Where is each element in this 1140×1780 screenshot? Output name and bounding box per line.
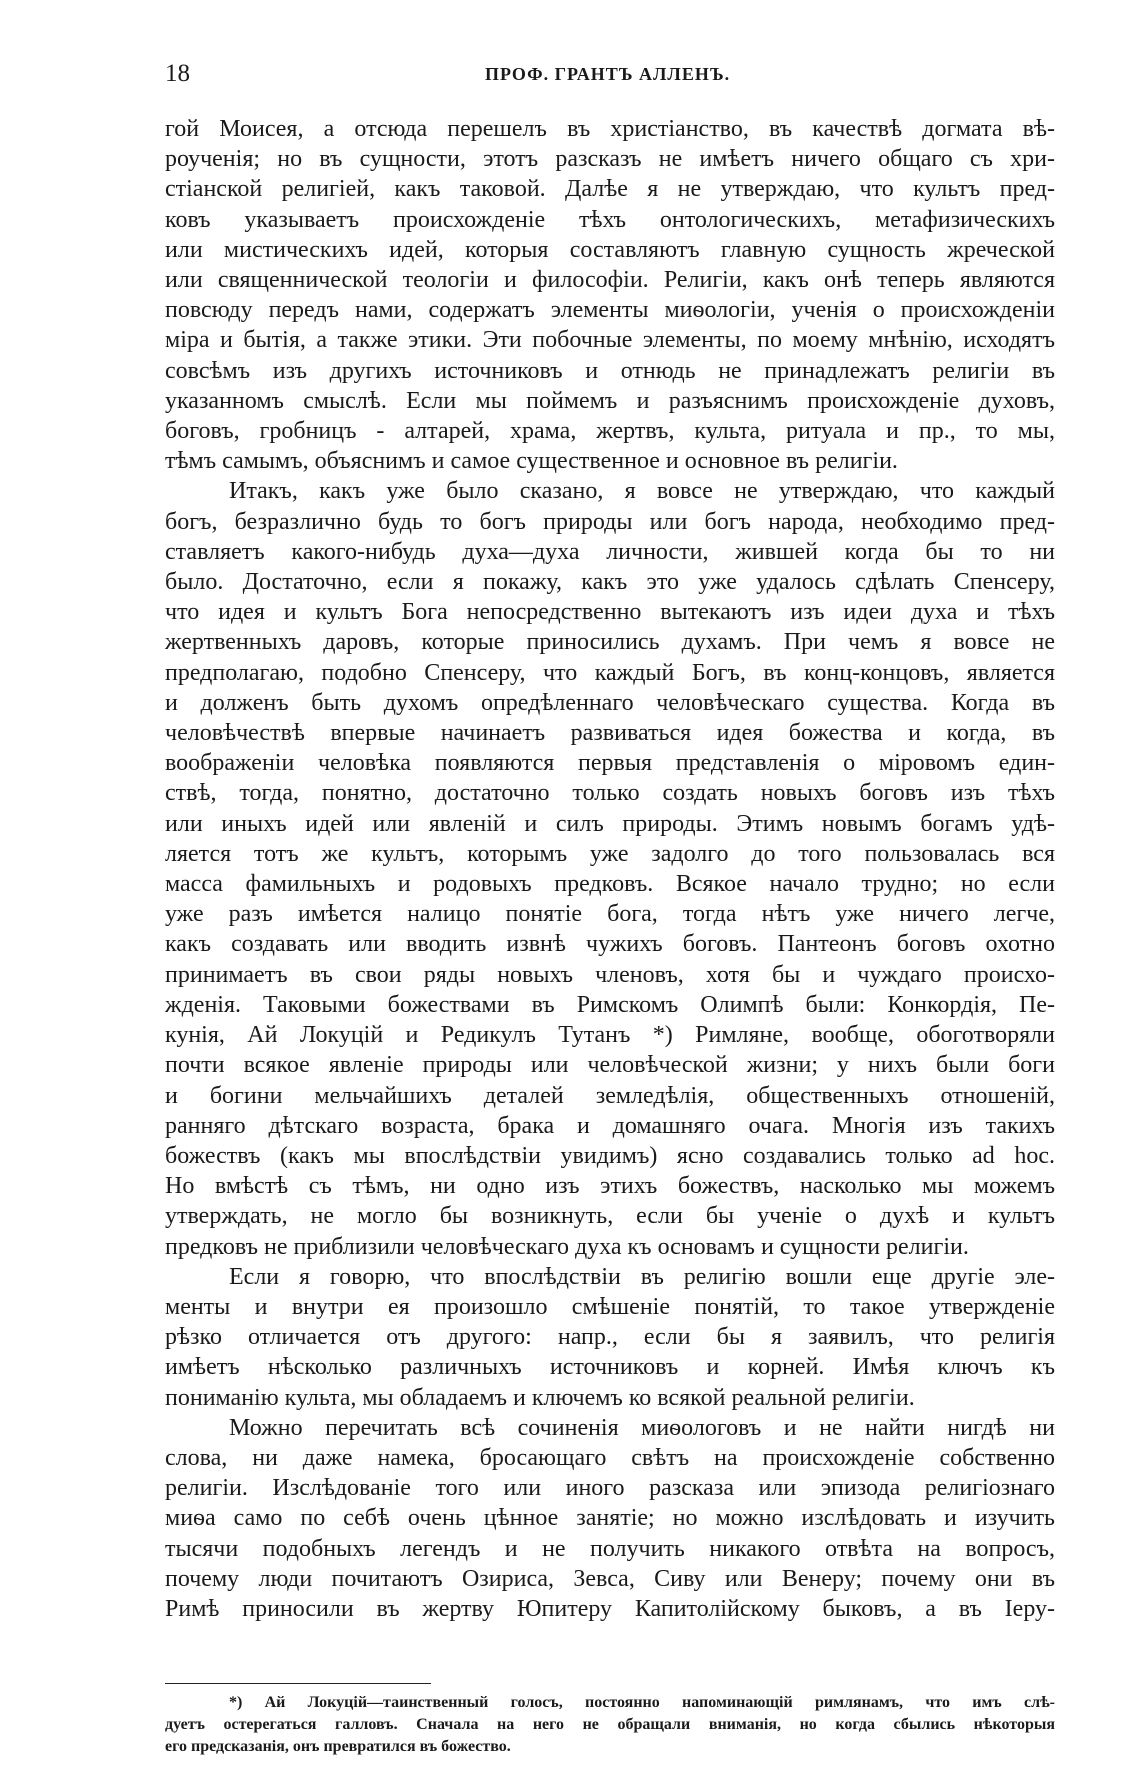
text-line: было. Достаточно, если я покажу, какъ это уже удалось сдѣлать Спенсеру, (165, 569, 1055, 596)
text-line: жертвенныхъ даровъ, которые приносились духамъ. При чемъ я вовсе не (165, 629, 1055, 656)
running-head: ПРОФ. ГРАНТЪ АЛЛЕНЪ. (485, 64, 731, 84)
text-line: какъ создавать или вводить извнѣ чужихъ боговъ. Пантеонъ боговъ охотно (165, 931, 1055, 958)
text-line: уже разъ имѣется налицо понятіе бога, тогда нѣтъ уже ничего легче, (165, 901, 1055, 928)
footnote-line: дуетъ остерегаться галловъ. Сначала на него не обращали вниманія, но когда сбылись нѣкоторыя (165, 1716, 1055, 1733)
text-line: Итакъ, какъ уже было сказано, я вовсе не утверждаю, что каждый (229, 478, 1055, 505)
footnote (165, 1692, 1055, 1758)
text-line: божествъ (какъ мы впослѣдствіи увидимъ) ясно создавались только ad hoc. (165, 1142, 1055, 1169)
text-line: міра и бытія, а также этики. Эти побочные элементы, по моему мнѣнію, исходятъ (165, 327, 1055, 354)
text-line: или священнической теологіи и философіи. Религіи, какъ онѣ теперь являются (165, 267, 1055, 294)
text-line: указанномъ смыслѣ. Если мы поймемъ и разъяснимъ происхожденіе духовъ, (165, 387, 1055, 414)
text-line: Можно перечитать всѣ сочиненія миѳологовъ и не найти нигдѣ ни (229, 1414, 1055, 1441)
text-line: или мистическихъ идей, которыя составляютъ главную сущность жреческой (165, 236, 1055, 263)
text-line: слова, ни даже намека, бросающаго свѣтъ на происхожденіе собственно (165, 1444, 1055, 1471)
text-line: воображеніи человѣка появляются первыя представленія о міровомъ един- (165, 750, 1055, 777)
text-line: что идея и культъ Бога непосредственно вытекаютъ изъ идеи духа и тѣхъ (165, 599, 1055, 626)
text-line: ствѣ, тогда, понятно, достаточно только создать новыхъ боговъ изъ тѣхъ (165, 780, 1055, 807)
text-line: роученія; но въ сущности, этотъ разсказъ не имѣетъ ничего общаго съ хри- (165, 146, 1055, 173)
text-line: ляется тотъ же культъ, которымъ уже задолго до того пользовалась вся (165, 840, 1055, 867)
text-line: пониманію культа, мы обладаемъ и ключемъ ко всякой реальной религіи. (165, 1384, 915, 1411)
text-line: ранняго дѣтскаго возраста, брака и домашняго очага. Многія изъ такихъ (165, 1112, 1055, 1139)
text-line: предковъ не приблизили человѣческаго духа къ основамъ и сущности религіи. (165, 1233, 969, 1260)
text-line: имѣетъ нѣсколько различныхъ источниковъ и корней. Имѣя ключъ къ (165, 1354, 1055, 1381)
footnote-line: *) Ай Локуцій—таинственный голосъ, постоянно напоминающій римлянамъ, что имъ слѣ- (229, 1694, 1055, 1711)
text-line: Римѣ приносили въ жертву Юпитеру Капитолійскому быковъ, а въ Іеру- (165, 1595, 1055, 1622)
text-line: религіи. Изслѣдованіе того или иного разсказа или эпизода религіознаго (165, 1475, 1055, 1502)
text-line: миѳа само по себѣ очень цѣнное занятіе; но можно изслѣдовать и изучить (165, 1505, 1055, 1532)
page-number: 18 (165, 60, 190, 87)
text-line: тѣмъ самымъ, объяснимъ и самое существенное и основное въ религіи. (165, 448, 898, 475)
text-line: богъ, безразлично будь то богъ природы или богъ народа, необходимо пред- (165, 508, 1055, 535)
text-line: ковъ указываетъ происхожденіе тѣхъ онтологическихъ, метафизическихъ (165, 206, 1055, 233)
text-line: или иныхъ идей или явленій и силъ природы. Этимъ новымъ богамъ удѣ- (165, 810, 1055, 837)
text-line: утверждать, не могло бы возникнуть, если бы ученіе о духѣ и культъ (165, 1203, 1055, 1230)
text-line: принимаетъ въ свои ряды новыхъ членовъ, хотя бы и чуждаго происхо- (165, 961, 1055, 988)
text-line: тысячи подобныхъ легендъ и не получить никакого отвѣта на вопросъ, (165, 1535, 1055, 1562)
text-line: гой Моисея, а отсюда перешелъ въ христіанство, въ качествѣ догмата вѣ- (165, 116, 1055, 142)
text-line: Если я говорю, что впослѣдствіи въ религію вошли еще другіе эле- (229, 1263, 1055, 1290)
text-line: почему люди почитаютъ Озириса, Зевса, Сиву или Венеру; почему они въ (165, 1565, 1055, 1592)
text-line: кунія, Ай Локуцій и Редикулъ Тутанъ *) Римляне, вообще, обоготворяли (165, 1022, 1055, 1049)
text-line: боговъ, гробницъ - алтарей, храма, жертвъ, культа, ритуала и пр., то мы, (165, 418, 1055, 445)
text-line: Но вмѣстѣ съ тѣмъ, ни одно изъ этихъ божествъ, насколько мы можемъ (165, 1173, 1055, 1200)
body-text (165, 114, 1055, 1624)
text-line: предполагаю, подобно Спенсеру, что каждый Богъ, въ конц-концовъ, является (165, 659, 1055, 686)
text-line: почти всякое явленіе природы или человѣческой жизни; у нихъ были боги (165, 1052, 1055, 1079)
text-line: менты и внутри ея произошло смѣшеніе понятій, то такое утвержденіе (165, 1293, 1055, 1320)
text-line: и богини мельчайшихъ деталей земледѣлія, общественныхъ отношеній, (165, 1082, 1055, 1109)
footnote-line: его предсказанія, онъ превратился въ божество. (165, 1738, 511, 1755)
page-header (165, 60, 1055, 100)
text-line: масса фамильныхъ и родовыхъ предковъ. Всякое начало трудно; но если (165, 871, 1055, 898)
text-line: жденія. Таковыми божествами въ Римскомъ Олимпѣ были: Конкордія, Пе- (165, 991, 1055, 1018)
text-line: стіанской религіей, какъ таковой. Далѣе я не утверждаю, что культъ пред- (165, 176, 1055, 203)
text-line: ставляетъ какого-нибудь духа—духа личности, жившей когда бы то ни (165, 538, 1055, 565)
text-line: рѣзко отличается отъ другого: напр., если бы я заявилъ, что религія (165, 1324, 1055, 1351)
text-line: человѣчествѣ впервые начинаетъ развиваться идея божества и когда, въ (165, 720, 1055, 747)
footnote-rule (165, 1683, 431, 1684)
text-line: и долженъ быть духомъ опредѣленнаго человѣческаго существа. Когда въ (165, 689, 1055, 716)
text-line: повсюду передъ нами, содержатъ элементы миѳологіи, ученія о происхожденіи (165, 297, 1055, 324)
text-line: совсѣмъ изъ другихъ источниковъ и отнюдь не принадлежатъ религіи въ (165, 357, 1055, 384)
